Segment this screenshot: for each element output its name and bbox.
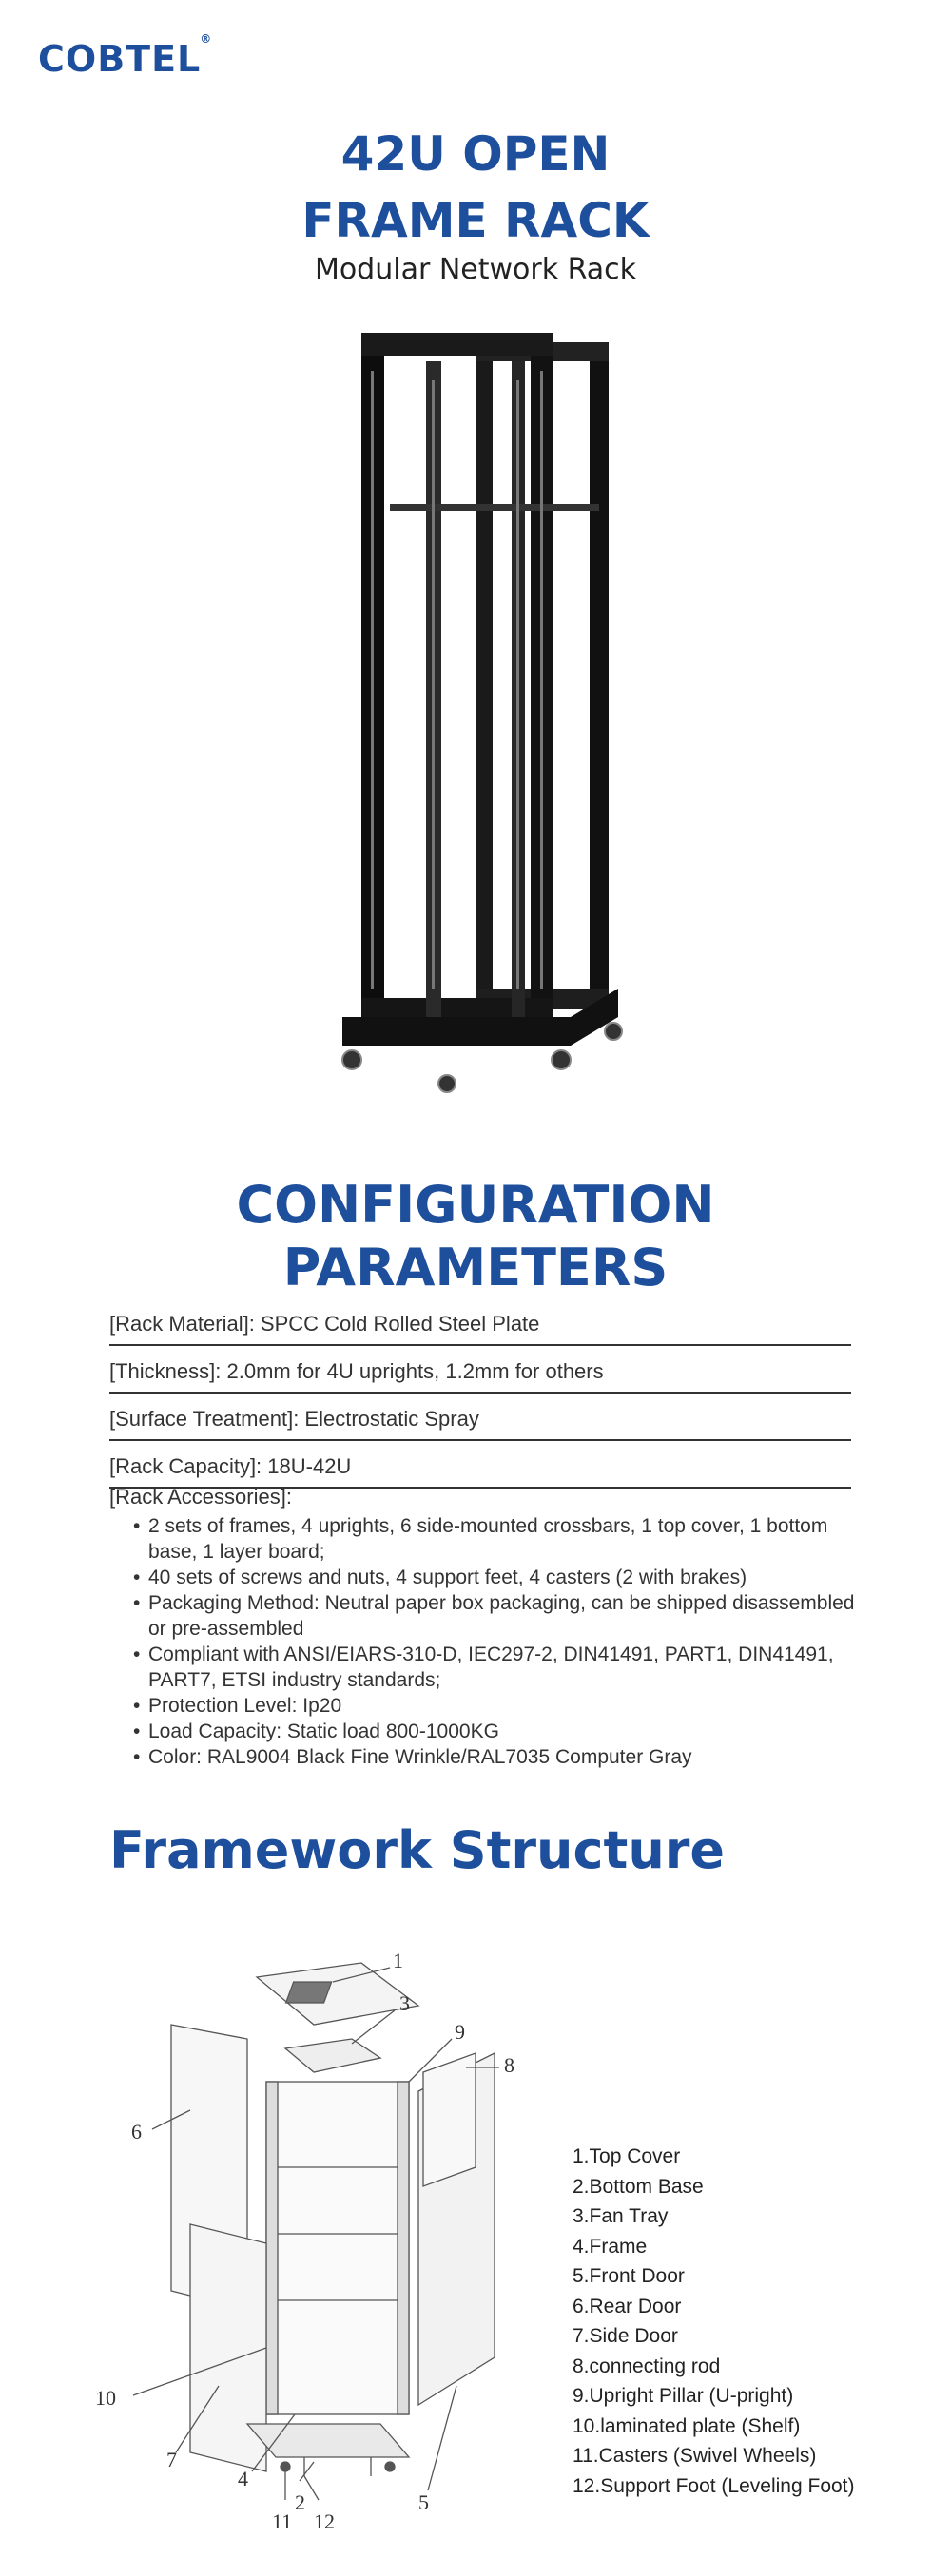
list-item: 12.Support Foot (Leveling Foot) <box>573 2474 855 2497</box>
param-text: [Surface Treatment]: Electrostatic Spray <box>109 1407 479 1431</box>
brand-name: COBTEL <box>38 38 202 80</box>
list-item: 6.Rear Door <box>573 2295 682 2317</box>
registered-mark: ® <box>200 32 213 46</box>
callout-5: 5 <box>418 2490 429 2514</box>
callout-2: 2 <box>295 2490 305 2514</box>
callout-10: 10 <box>95 2386 116 2410</box>
list-item: • Compliant with ANSI/EIARS-310-D, IEC297-2, DIN41491, PART1, DIN41491, PART7, ETSI industry standards; <box>133 1642 875 1693</box>
list-item: 11.Casters (Swivel Wheels) <box>573 2445 817 2467</box>
list-item: 4.Frame <box>573 2235 648 2258</box>
list-item: • 2 sets of frames, 4 uprights, 6 side-mounted crossbars, 1 top cover, 1 bottom base, 1 layer board; <box>133 1513 875 1565</box>
list-item: 7.Side Door <box>573 2325 678 2347</box>
list-item: 1.Top Cover <box>573 2145 681 2167</box>
list-item: 3.Fan Tray <box>573 2205 669 2227</box>
callout-8: 8 <box>504 2053 514 2077</box>
exploded-rack-diagram <box>67 1939 561 2547</box>
param-text: [Rack Material]: SPCC Cold Rolled Steel Plate <box>109 1312 540 1336</box>
framework-title: Framework Structure <box>109 1820 726 1880</box>
hero-subtitle: Modular Network Rack <box>314 253 637 286</box>
config-title-line2: PARAMETERS <box>282 1238 669 1298</box>
callout-12: 12 <box>314 2509 335 2533</box>
list-item: • Color: RAL9004 Black Fine Wrinkle/RAL7035 Computer Gray <box>133 1744 875 1770</box>
list-item: • 40 sets of screws and nuts, 4 support feet, 4 casters (2 with brakes) <box>133 1565 875 1590</box>
list-item: 5.Front Door <box>573 2265 685 2287</box>
hero-title-line1: 42U OPEN <box>340 126 611 182</box>
list-item: 9.Upright Pillar (U-pright) <box>573 2385 794 2407</box>
callout-3: 3 <box>399 1991 410 2015</box>
callout-11: 11 <box>272 2509 293 2533</box>
list-item: 2.Bottom Base <box>573 2175 704 2198</box>
list-item: • Protection Level: Ip20 <box>133 1693 875 1719</box>
open-frame-rack-image <box>333 333 628 1093</box>
callout-6: 6 <box>131 2120 142 2143</box>
callout-4: 4 <box>238 2467 248 2490</box>
hero-title-line2: FRAME RACK <box>301 193 650 248</box>
brand-logo <box>38 32 213 80</box>
list-item: 8.connecting rod <box>573 2355 721 2377</box>
accessories-label: [Rack Accessories]: <box>109 1485 292 1509</box>
param-text: [Thickness]: 2.0mm for 4U uprights, 1.2mm for others <box>109 1359 604 1383</box>
list-item: • Load Capacity: Static load 800-1000KG <box>133 1719 875 1744</box>
callout-1: 1 <box>393 1949 403 1972</box>
parts-legend <box>573 2142 855 2501</box>
param-row-material <box>109 1297 851 1346</box>
accessories-list <box>133 1513 875 1770</box>
param-text: [Rack Capacity]: 18U-42U <box>109 1454 352 1478</box>
param-row-surface <box>109 1392 851 1441</box>
param-row-thickness <box>109 1344 851 1394</box>
config-title-line1: CONFIGURATION <box>236 1175 715 1235</box>
list-item: 10.laminated plate (Shelf) <box>573 2414 801 2437</box>
list-item: • Packaging Method: Neutral paper box packaging, can be shipped disassembled or pre-assembled <box>133 1590 875 1642</box>
callout-7: 7 <box>166 2448 177 2471</box>
param-row-capacity <box>109 1439 851 1489</box>
callout-9: 9 <box>455 2020 465 2044</box>
